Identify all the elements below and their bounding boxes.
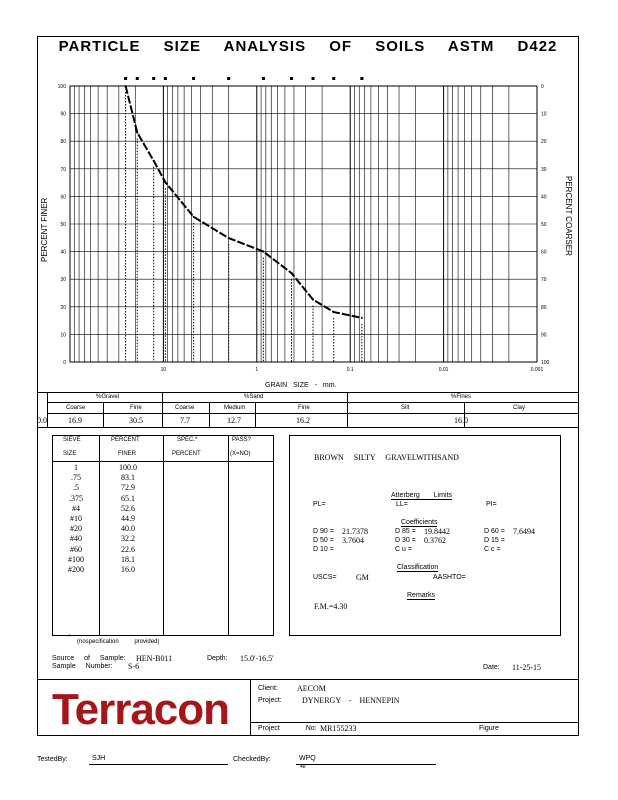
y-tick-label-right: 20 [541, 139, 547, 146]
sub-clay: Clay [513, 405, 526, 411]
atterberg-heading: Atterberg Limits [391, 492, 453, 499]
d85-label: D 85 = [395, 528, 416, 535]
y-tick-label-right: 90 [541, 332, 547, 339]
sieve-size-cell: #200 [68, 565, 84, 574]
y-axis-label-right: PERCENT COARSER [564, 176, 573, 256]
sieve-size-cell: .5 [73, 483, 79, 493]
sieve-finer-cell: 52.6 [121, 503, 135, 513]
group-sand: %Sand [244, 394, 264, 400]
y-tick-label-left: 40 [60, 249, 66, 256]
data-point [164, 181, 166, 183]
coarse-gravel-value: 16.9 [68, 416, 82, 425]
cu-label: C u = [395, 546, 412, 553]
sieve-marker-tick [312, 77, 315, 80]
d85-value: 19.8442 [424, 527, 450, 536]
d30-label: D 30 = [395, 537, 416, 544]
d90-label: D 90 = [313, 528, 334, 535]
pl-label: PL= [313, 501, 326, 508]
data-point [291, 272, 293, 274]
coarse-sand-value: 7.7 [180, 416, 190, 425]
sieve-finer-cell: 44.9 [121, 514, 135, 523]
sieve-size-cell: #4 [72, 503, 80, 513]
sieve-size-cell: #100 [68, 554, 84, 564]
data-point [262, 251, 264, 253]
report-title: PARTICLE SIZE ANALYSIS OF SOILS ASTM D422 [58, 38, 558, 55]
sieve-sub-finer: FINER [118, 451, 136, 457]
y-tick-label-left: 100 [57, 84, 66, 90]
y-tick-label-right: 50 [541, 222, 547, 228]
uscs-value: GM [356, 573, 369, 582]
y-tick-label-right: 10 [541, 111, 547, 118]
depth-value: 15.0'-16.5' [240, 654, 274, 663]
sieve-finer-cell: 72.9 [121, 483, 135, 493]
project-value: DYNERGY - HENNEPIN [302, 696, 400, 705]
sieve-marker-tick [152, 77, 155, 80]
classification-heading: Classification [397, 564, 439, 571]
coefficients-heading: Coefficients [401, 519, 438, 526]
ll-label: LL= [396, 501, 408, 508]
sieve-size-cell: .375 [69, 493, 83, 503]
tested-by-label: TestedBy: [37, 756, 68, 763]
y-tick-label-left: 0 [63, 360, 66, 366]
y-tick-label-right: 40 [541, 194, 547, 201]
y-axis-label-left: PERCENT FINER [40, 197, 49, 262]
sieve-marker-tick [136, 77, 139, 80]
sieve-finer-cell: 100.0 [119, 463, 137, 472]
x-tick-label: 0.001 [530, 367, 544, 373]
figure-label: Figure [479, 725, 499, 732]
data-point [333, 311, 335, 313]
d60-label: D 60 = [484, 528, 505, 535]
y-tick-label-left: 10 [60, 332, 66, 339]
gradation-curve [126, 86, 362, 318]
d15-label: D 15 = [484, 537, 505, 544]
remarks-heading: Remarks [407, 592, 436, 599]
sieve-marker-tick [164, 77, 167, 80]
uscs-label: USCS= [313, 574, 337, 581]
d60-value: 7.6494 [513, 527, 535, 536]
data-point [193, 216, 195, 218]
sieve-marker-tick [124, 77, 127, 80]
sieve-hdr-percent: PERCENT [111, 437, 140, 443]
y-tick-label-left: 70 [60, 166, 66, 173]
d50-value: 3.7604 [342, 536, 364, 545]
depth-label: Depth: [207, 655, 228, 662]
checked-by-value: WPQ [299, 755, 316, 762]
fineness-modulus: F.M.=4.30 [314, 602, 348, 611]
x-tick-label: 0.01 [438, 367, 449, 373]
sub-fine-sand: Fine [298, 405, 310, 411]
fines-value: 16.0 [454, 416, 468, 425]
terracon-logo: Terracon [52, 685, 230, 734]
tested-by-value: SJH [92, 755, 106, 762]
sieve-sub-spec: PERCENT [172, 451, 201, 457]
d30-value: 0.3762 [424, 536, 446, 545]
date-value: 11-25-15 [512, 663, 542, 672]
sieve-size-cell: #20 [70, 524, 82, 534]
data-point [312, 299, 314, 301]
x-tick-label: 1 [255, 367, 259, 373]
soil-description: BROWN SILTY GRAVELWITHSAND [314, 453, 459, 462]
sieve-marker-tick [262, 77, 265, 80]
sieve-finer-cell: 22.6 [121, 544, 135, 554]
sieve-size-cell: #40 [70, 534, 82, 544]
sieve-hdr-pass: PASS? [232, 437, 251, 443]
x-tick-label: 0.1 [346, 367, 354, 373]
y-tick-label-right: 0 [541, 84, 544, 90]
sub-coarse-sand: Coarse [175, 405, 195, 411]
sample-number-label: Sample Number: [52, 663, 113, 670]
y-tick-label-left: 50 [60, 222, 66, 228]
sieve-finer-cell: 16.0 [121, 565, 135, 574]
sub-silt: Silt [401, 405, 410, 411]
sieve-size-cell: #10 [70, 514, 82, 523]
cc-label: C c = [484, 546, 501, 553]
sieve-sub-size: SIZE [63, 451, 77, 457]
sieve-marker-tick [290, 77, 293, 80]
y-tick-label-left: 60 [60, 194, 66, 201]
page-number: 48 [300, 764, 306, 770]
sample-number-value: S-6 [128, 662, 140, 671]
sieve-sub-pass: (X=NO) [230, 451, 251, 457]
source-value: HEN-B011 [136, 654, 173, 663]
x-tick-label: 10 [160, 367, 167, 373]
sieve-finer-cell: 40.0 [121, 524, 135, 534]
y-tick-label-right: 80 [541, 304, 547, 311]
sieve-size-cell: 1 [74, 463, 78, 472]
date-label: Date: [483, 664, 500, 671]
y-tick-label-left: 20 [60, 304, 66, 311]
data-point [228, 237, 230, 239]
footnote-star: * [68, 634, 71, 641]
y-tick-label-right: 100 [541, 360, 550, 366]
sub-coarse-gravel: Coarse [66, 405, 86, 411]
y-tick-label-left: 80 [60, 139, 66, 146]
sieve-hdr-size: SIEVE [63, 437, 81, 443]
sieve-marker-tick [332, 77, 335, 80]
project-number-value: MR155233 [320, 724, 357, 733]
y-tick-label-right: 60 [541, 249, 547, 256]
data-point [136, 132, 138, 134]
sieve-marker-tick [227, 77, 230, 80]
project-label: Project: [258, 697, 282, 704]
source-label: Source of Sample: [52, 655, 126, 662]
sieve-marker-tick [360, 77, 363, 80]
fine-sand-value: 16.2 [296, 416, 310, 425]
x-axis-label: GRAIN SIZE - mm. [265, 382, 337, 389]
d50-label: D 50 = [313, 537, 334, 544]
sieve-finer-cell: 65.1 [121, 493, 135, 503]
sieve-finer-cell: 83.1 [121, 473, 135, 483]
client-value: AECOM [297, 684, 326, 693]
sub-fine-gravel: Fine [130, 405, 142, 411]
d90-value: 21.7378 [342, 527, 368, 536]
sieve-finer-cell: 18.1 [121, 554, 135, 564]
sieve-size-cell: #60 [70, 544, 82, 554]
y-tick-label-right: 30 [541, 166, 547, 173]
y-tick-label-right: 70 [541, 277, 547, 284]
fine-gravel-value: 30.5 [129, 416, 143, 425]
sub-medium-sand: Medium [224, 405, 246, 411]
aashto-label: AASHTO= [433, 574, 466, 581]
pi-label: PI= [486, 501, 497, 508]
client-label: Client: [258, 685, 278, 692]
sieve-finer-cell: 32.2 [121, 534, 135, 544]
data-point [361, 317, 363, 319]
sieve-marker-tick [192, 77, 195, 80]
sieve-footnote: (nospecification provided) [77, 639, 160, 645]
medium-sand-value: 12.7 [227, 416, 241, 425]
data-point [153, 160, 155, 162]
sieve-size-cell: .75 [71, 473, 81, 483]
y-tick-label-left: 30 [60, 277, 66, 284]
group-fines: %Fines [451, 394, 472, 400]
data-point [125, 85, 127, 87]
cobbles-value: 0.0 [37, 416, 47, 425]
project-number-label: Project No: [258, 725, 317, 732]
checked-by-label: CheckedBy: [233, 756, 271, 763]
sieve-hdr-spec: SPEC.* [177, 437, 198, 443]
d10-label: D 10 = [313, 546, 334, 553]
group-gravel: %Gravel [96, 394, 120, 400]
y-tick-label-left: 90 [60, 111, 66, 118]
